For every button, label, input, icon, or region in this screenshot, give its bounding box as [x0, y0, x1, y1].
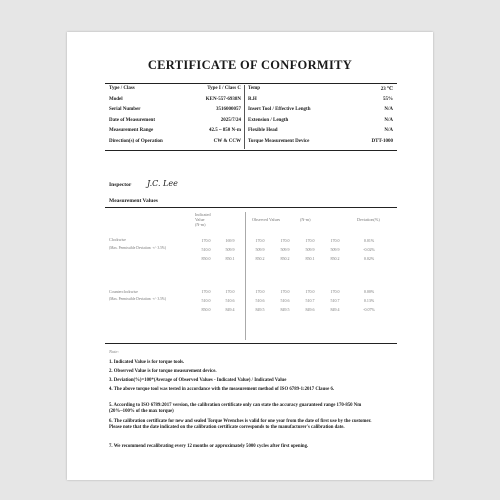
info-label-extension: Extension / Length [248, 117, 289, 123]
info-value-serial-number: 3516000057 [216, 107, 241, 112]
ccw-row2-cell: 510.6 [280, 298, 290, 303]
cw-row3-indicated: 850.0 [201, 256, 211, 261]
cw-row1-cell: 170.0 [255, 238, 265, 243]
ccw-row2-cell: 510.6 [225, 298, 235, 303]
cw-row3-deviation: 0.02% [363, 256, 375, 261]
cw-row1-cell: 169.9 [225, 238, 235, 243]
info-label-model: Model [109, 96, 123, 102]
note-item: 6. The calibration certificate for new and sealed Torque Wrenches is valid for one year from the date of first use by the customer. Please note that the date indicated on the calibration certificate corresponds to the manufacturer's calibration date. [109, 419, 372, 430]
inspector-label: Inspector [109, 182, 132, 188]
info-table-bottom-border [105, 150, 397, 151]
note-item: 3. Deviation(%)=100*(Average of Observed Values - Indicated Value) / Indicated Value [109, 378, 287, 383]
info-value-rh: 55% [383, 96, 393, 102]
info-value-temp: 23 ℃ [380, 87, 393, 92]
cw-row2-indicated: 510.0 [201, 247, 211, 252]
cw-row3-cell: 850.2 [255, 256, 265, 261]
ccw-row1-cell: 170.0 [330, 289, 340, 294]
note-item: 4. The above torque tool was tested in accordance with the measurement method of ISO 6789-1:2017 Clause 6. [109, 387, 335, 392]
ccw-row3-cell: 849.4 [225, 307, 235, 312]
info-value-model: KEN-557-6938N [205, 96, 241, 102]
certificate-title: CERTIFICATE OF CONFORMITY [147, 58, 353, 72]
ccw-row3-cell: 849.4 [330, 307, 340, 312]
cw-row1-cell: 170.0 [330, 238, 340, 243]
cw-row1-indicated: 170.0 [201, 238, 211, 243]
note-item: 1. Indicated Value is for torque tools. [109, 360, 185, 365]
ccw-row2-deviation: 0.13% [363, 298, 375, 303]
ccw-row3-indicated: 850.0 [201, 307, 211, 312]
info-value-flexible-head: N/A [384, 128, 393, 133]
cw-row3-cell: 850.1 [305, 256, 315, 261]
cw-row3-cell: 850.1 [225, 256, 235, 261]
cw-row2-cell: 509.9 [280, 247, 290, 252]
deviation-header: Deviation(%) [357, 217, 380, 222]
cw-row1-deviation: 0.01% [363, 238, 375, 243]
ccw-row3-cell: 849.6 [305, 307, 315, 312]
ccw-row2-indicated: 510.0 [201, 298, 211, 303]
ccw-row1-deviation: 0.00% [363, 289, 375, 294]
cw-row1-cell: 170.0 [280, 238, 290, 243]
notes-label: Note: [109, 349, 119, 354]
cw-row3-cell: 850.2 [330, 256, 340, 261]
info-label-type-class: Type / Class [109, 86, 135, 91]
cw-row2-deviation: -0.02% [363, 247, 375, 252]
info-value-measurement-device: DTT-1000 [371, 138, 393, 144]
indicated-value-header: Indicated Value (N-m) [195, 212, 211, 228]
group-name-counterclockwise: Counterclockwise [109, 289, 138, 294]
cw-row2-cell: 509.9 [330, 247, 340, 252]
info-value-range: 42.5 ~ 850 N-m [208, 128, 241, 133]
info-value-type-class: Type I / Class C [207, 86, 241, 91]
note-item: 5. According to ISO 6789:2017 version, the calibration certificate only can state the accuracy guaranteed range 170-850 Nm (20%~100% of the max torque) [109, 403, 362, 414]
ccw-row3-cell: 849.5 [280, 307, 290, 312]
info-label-date: Date of Measurement [109, 117, 156, 123]
group-note-counterclockwise: (Max. Permissible Deviation: +/- 3.5%) [109, 297, 167, 301]
info-value-insert-tool: N/A [384, 107, 393, 112]
note-item: 7. We recommend recalibrating every 12 months or approximately 5000 cycles after first opening. [109, 444, 309, 449]
cw-row2-cell: 509.9 [305, 247, 315, 252]
ccw-row1-indicated: 170.0 [201, 289, 211, 294]
note-item: 2. Observed Value is for torque measurement device. [109, 369, 217, 374]
certificate-page [67, 32, 433, 480]
info-value-direction: CW & CCW [213, 138, 241, 144]
cw-row1-cell: 170.0 [305, 238, 315, 243]
measurement-table-divider [245, 212, 246, 340]
info-value-extension: N/A [384, 117, 393, 123]
ccw-row2-cell: 510.6 [255, 298, 265, 303]
info-label-serial-number: Serial Number [109, 107, 141, 112]
info-label-insert-tool: Insert Tool / Effective Length [248, 107, 311, 112]
ccw-row1-cell: 170.0 [305, 289, 315, 294]
ccw-row1-cell: 170.0 [255, 289, 265, 294]
measurement-values-title: Measurement Values [109, 198, 158, 204]
unit-header: (N-m) [300, 217, 311, 222]
measurement-table-bottom-border [105, 343, 397, 344]
inspector-signature: J.C. Lee [147, 179, 178, 188]
info-value-date: 2025/7/24 [220, 117, 241, 123]
group-name-clockwise: Clockwise [109, 237, 126, 242]
info-table-divider [244, 85, 245, 149]
info-label-flexible-head: Flexible Head [248, 128, 278, 133]
ccw-row3-deviation: -0.07% [363, 307, 375, 312]
ccw-row2-cell: 510.7 [305, 298, 315, 303]
info-label-range: Measurement Range [109, 128, 154, 133]
measurement-table-top-border [105, 207, 397, 208]
cw-row3-cell: 850.2 [280, 256, 290, 261]
info-label-measurement-device: Torque Measurement Device [248, 138, 310, 144]
ccw-row2-cell: 510.7 [330, 298, 340, 303]
ccw-row3-cell: 849.5 [255, 307, 265, 312]
observed-values-header: Observed Values [252, 217, 281, 222]
cw-row2-cell: 509.9 [255, 247, 265, 252]
info-label-temp: Temp [248, 86, 261, 91]
ccw-row1-cell: 170.0 [280, 289, 290, 294]
info-label-rh: R.H [248, 96, 257, 102]
ccw-row1-cell: 170.0 [225, 289, 235, 294]
info-label-direction: Direction(s) of Operation [109, 138, 163, 144]
group-note-clockwise: (Max. Permissible Deviation: +/- 3.5%) [109, 246, 167, 250]
cw-row2-cell: 509.9 [225, 247, 235, 252]
info-table-top-border [105, 83, 397, 84]
